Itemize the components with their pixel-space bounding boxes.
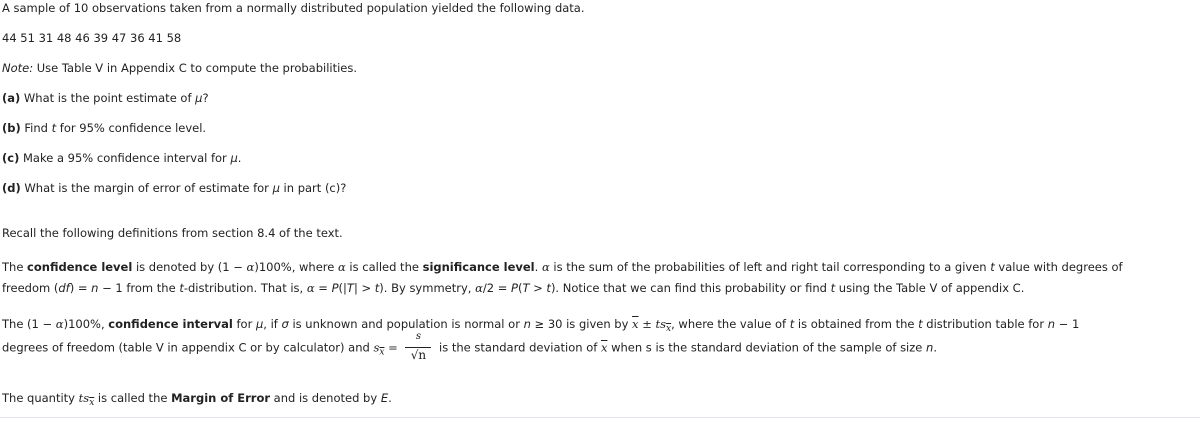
- text: ). By symmetry,: [379, 281, 476, 295]
- text: degrees of freedom (table V in appendix C or by calculator) and: [2, 340, 374, 355]
- text: is the sum of the probabilities of left and right tail corresponding to a given: [549, 260, 991, 274]
- text: ≥ 30 is given by: [530, 317, 633, 331]
- xbar-subscript: x: [379, 347, 385, 358]
- text: is called the: [94, 391, 172, 405]
- recall-text: Recall the following definitions from section 8.4 of the text.: [2, 226, 343, 240]
- text: (: [517, 281, 523, 295]
- text: is obtained from the: [794, 317, 919, 331]
- alpha-symbol: α: [55, 317, 64, 331]
- text: when s is the standard deviation of the sample of size: [607, 340, 927, 355]
- ts-symbol: ts: [655, 317, 667, 331]
- question-b-label: (b): [2, 121, 21, 135]
- text: using the Table V of appendix C.: [835, 281, 1025, 295]
- text: ) =: [69, 281, 92, 295]
- alpha-symbol: α: [306, 281, 315, 295]
- E-symbol: E: [380, 391, 389, 405]
- term-significance-level: significance level: [422, 260, 535, 274]
- text: is the standard deviation of: [435, 340, 601, 355]
- alpha-symbol: α: [337, 260, 346, 274]
- text: )100%, where: [254, 260, 338, 274]
- p-symbol: P: [331, 281, 339, 295]
- question-d-end: in part (c)?: [279, 181, 347, 195]
- text: , if: [263, 317, 282, 331]
- t-symbol: t: [546, 281, 551, 295]
- note-text: Use Table V in Appendix C to compute the probabilities.: [33, 61, 358, 75]
- text: is called the: [345, 260, 423, 274]
- question-c-end: .: [237, 151, 242, 165]
- term-confidence-level: confidence level: [27, 260, 133, 274]
- question-c-text: Make a 95% confidence interval for: [19, 151, 231, 165]
- fraction-denominator: √n: [410, 348, 427, 362]
- text: − 1 from the: [98, 281, 180, 295]
- text: The quantity: [2, 391, 79, 405]
- definition-confidence-level-line2: [2, 282, 1024, 295]
- text: )100%,: [63, 317, 109, 331]
- text: , where the value of: [671, 317, 790, 331]
- t-symbol: t: [918, 317, 923, 331]
- question-a: [2, 92, 209, 105]
- sigma-symbol: σ: [281, 317, 289, 331]
- t-symbol: t: [374, 281, 380, 295]
- note-label: Note:: [2, 61, 34, 75]
- text: and is denoted by: [270, 391, 381, 405]
- intro-text: A sample of 10 observations taken from a normally distributed population yielded the following data.: [2, 1, 585, 15]
- question-a-label: (a): [2, 91, 21, 105]
- question-b-text: Find: [20, 121, 52, 135]
- xbar-subscript: x: [89, 398, 95, 408]
- n-symbol: n: [523, 317, 531, 331]
- t-symbol: t: [830, 281, 836, 295]
- question-b-symbol: t: [51, 121, 57, 135]
- definition-margin-of-error: [2, 392, 392, 408]
- mu-symbol: μ: [255, 317, 264, 331]
- question-a-symbol: μ: [195, 91, 203, 105]
- question-a-end: ?: [202, 91, 209, 105]
- n-symbol: n: [91, 281, 99, 295]
- xbar-symbol: $\overline{x}$: [632, 317, 639, 331]
- text: is denoted by (1 −: [132, 260, 247, 274]
- s-symbol: s: [373, 340, 380, 355]
- text: =: [314, 281, 332, 295]
- text: /2 =: [482, 281, 511, 295]
- t-symbol: t: [990, 260, 995, 274]
- n-symbol: n: [1047, 317, 1056, 331]
- text: The (1 −: [2, 317, 56, 331]
- text: >: [529, 281, 547, 295]
- text: -distribution. That is,: [183, 281, 307, 295]
- n-symbol: n: [926, 340, 934, 355]
- text: (|: [338, 281, 347, 295]
- xbar-symbol: $\overline{x}$: [600, 340, 608, 355]
- t-symbol: t: [789, 317, 795, 331]
- xbar-subscript: x: [666, 324, 672, 334]
- term-confidence-interval: confidence interval: [108, 317, 233, 331]
- question-c-symbol: μ: [230, 151, 238, 165]
- text: .: [534, 260, 542, 274]
- ts-symbol: ts: [78, 391, 90, 405]
- alpha-symbol: α: [475, 281, 483, 295]
- equals-symbol: =: [384, 340, 402, 355]
- text: is unknown and population is normal or: [288, 317, 524, 331]
- question-d: [2, 182, 346, 195]
- fraction-numerator: s: [415, 331, 421, 342]
- question-c-label: (c): [2, 151, 20, 165]
- data-values: 44 51 31 48 46 39 47 36 41 58: [2, 31, 182, 45]
- definition-confidence-interval-line2: [2, 331, 937, 362]
- t-symbol: t: [179, 281, 184, 295]
- question-d-text: What is the margin of error of estimate for: [20, 181, 273, 195]
- text: .: [933, 340, 937, 355]
- text: distribution table for: [922, 317, 1048, 331]
- text: The: [2, 260, 28, 274]
- alpha-symbol: α: [541, 260, 550, 274]
- note: [2, 62, 357, 75]
- question-d-label: (d): [2, 181, 21, 195]
- T-symbol: T: [346, 281, 354, 295]
- term-margin-of-error: Margin of Error: [171, 391, 271, 405]
- text: freedom (: [2, 281, 59, 295]
- plus-minus-symbol: ±: [638, 317, 656, 331]
- standard-error-fraction: [405, 331, 431, 362]
- text: value with degrees of: [994, 260, 1123, 274]
- text: for: [232, 317, 256, 331]
- question-d-symbol: μ: [272, 181, 280, 195]
- bottom-divider: [0, 417, 1200, 418]
- df-symbol: df: [58, 281, 70, 295]
- definition-confidence-level-line1: [2, 261, 1123, 274]
- T-symbol: T: [522, 281, 530, 295]
- text: | >: [353, 281, 375, 295]
- text: ). Notice that we can find this probability or find: [550, 281, 831, 295]
- question-b-end: for 95% confidence level.: [56, 121, 207, 135]
- text: − 1: [1055, 317, 1080, 331]
- alpha-symbol: α: [246, 260, 255, 274]
- definition-confidence-interval-line1: [2, 318, 1079, 334]
- question-a-text: What is the point estimate of: [20, 91, 196, 105]
- question-c: [2, 152, 241, 165]
- p-symbol: P: [511, 281, 518, 295]
- question-b: [2, 122, 206, 135]
- text: .: [388, 391, 392, 405]
